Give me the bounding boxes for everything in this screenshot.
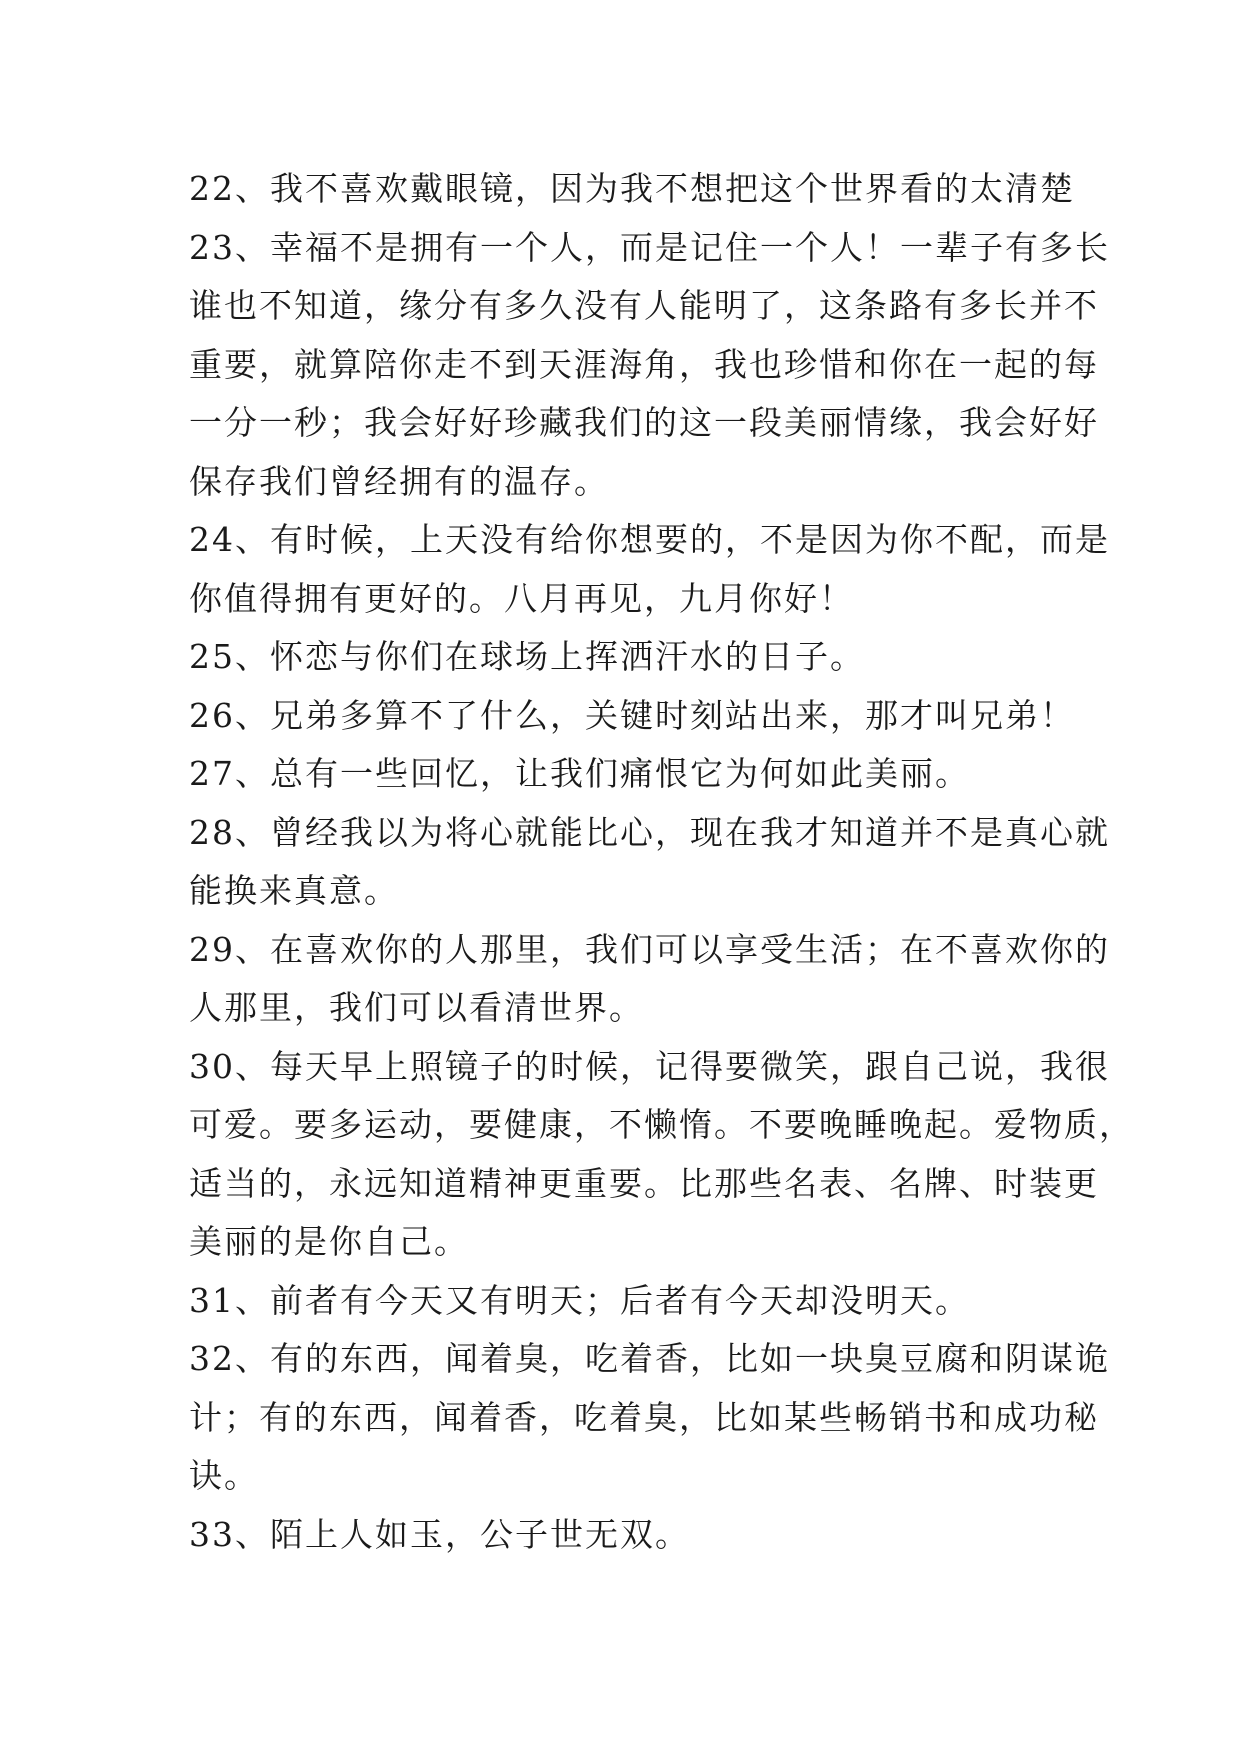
document-body: [189, 160, 1134, 1564]
text-line: 29、在喜欢你的人那里，我们可以享受生活；在不喜欢你的: [189, 929, 1110, 969]
text-line: 适当的，永远知道精神更重要。比那些名表、名牌、时装更: [189, 1163, 1099, 1203]
text-line: 保存我们曾经拥有的温存。: [189, 461, 609, 501]
text-line: 计；有的东西，闻着香，吃着臭，比如某些畅销书和成功秘: [189, 1397, 1099, 1437]
text-line: 30、每天早上照镜子的时候，记得要微笑，跟自己说，我很: [189, 1046, 1110, 1086]
text-line: 23、幸福不是拥有一个人，而是记住一个人！一辈子有多长: [189, 227, 1110, 267]
text-line: 32、有的东西，闻着臭，吃着香，比如一块臭豆腐和阴谋诡: [189, 1339, 1110, 1378]
text-line: 33、陌上人如玉，公子世无双。: [189, 1514, 690, 1554]
text-line: 重要，就算陪你走不到天涯海角，我也珍惜和你在一起的每: [189, 344, 1099, 384]
text-line: 一分一秒；我会好好珍藏我们的这一段美丽情缘，我会好好: [189, 403, 1099, 442]
text-line: 26、兄弟多算不了什么，关键时刻站出来，那才叫兄弟！: [189, 695, 1075, 735]
text-line: 可爱。要多运动，要健康，不懒惰。不要晚睡晚起。爱物质，: [189, 1105, 1134, 1144]
text-line: 31、前者有今天又有明天；后者有今天却没明天。: [189, 1280, 970, 1320]
text-line: 诀。: [189, 1456, 259, 1495]
text-line: 谁也不知道，缘分有多久没有人能明了，这条路有多长并不: [189, 286, 1099, 325]
text-line: 24、有时候，上天没有给你想要的，不是因为你不配，而是: [189, 520, 1110, 559]
text-line: 25、怀恋与你们在球场上挥洒汗水的日子。: [189, 637, 865, 676]
text-line: 美丽的是你自己。: [189, 1222, 469, 1261]
text-line: 人那里，我们可以看清世界。: [189, 988, 644, 1027]
text-line: 22、我不喜欢戴眼镜，因为我不想把这个世界看的太清楚: [189, 169, 1075, 208]
text-line: 你值得拥有更好的。八月再见，九月你好！: [189, 578, 854, 618]
text-line: 能换来真意。: [189, 871, 399, 910]
text-line: 27、总有一些回忆，让我们痛恨它为何如此美丽。: [189, 754, 970, 793]
text-line: 28、曾经我以为将心就能比心，现在我才知道并不是真心就: [189, 812, 1110, 852]
